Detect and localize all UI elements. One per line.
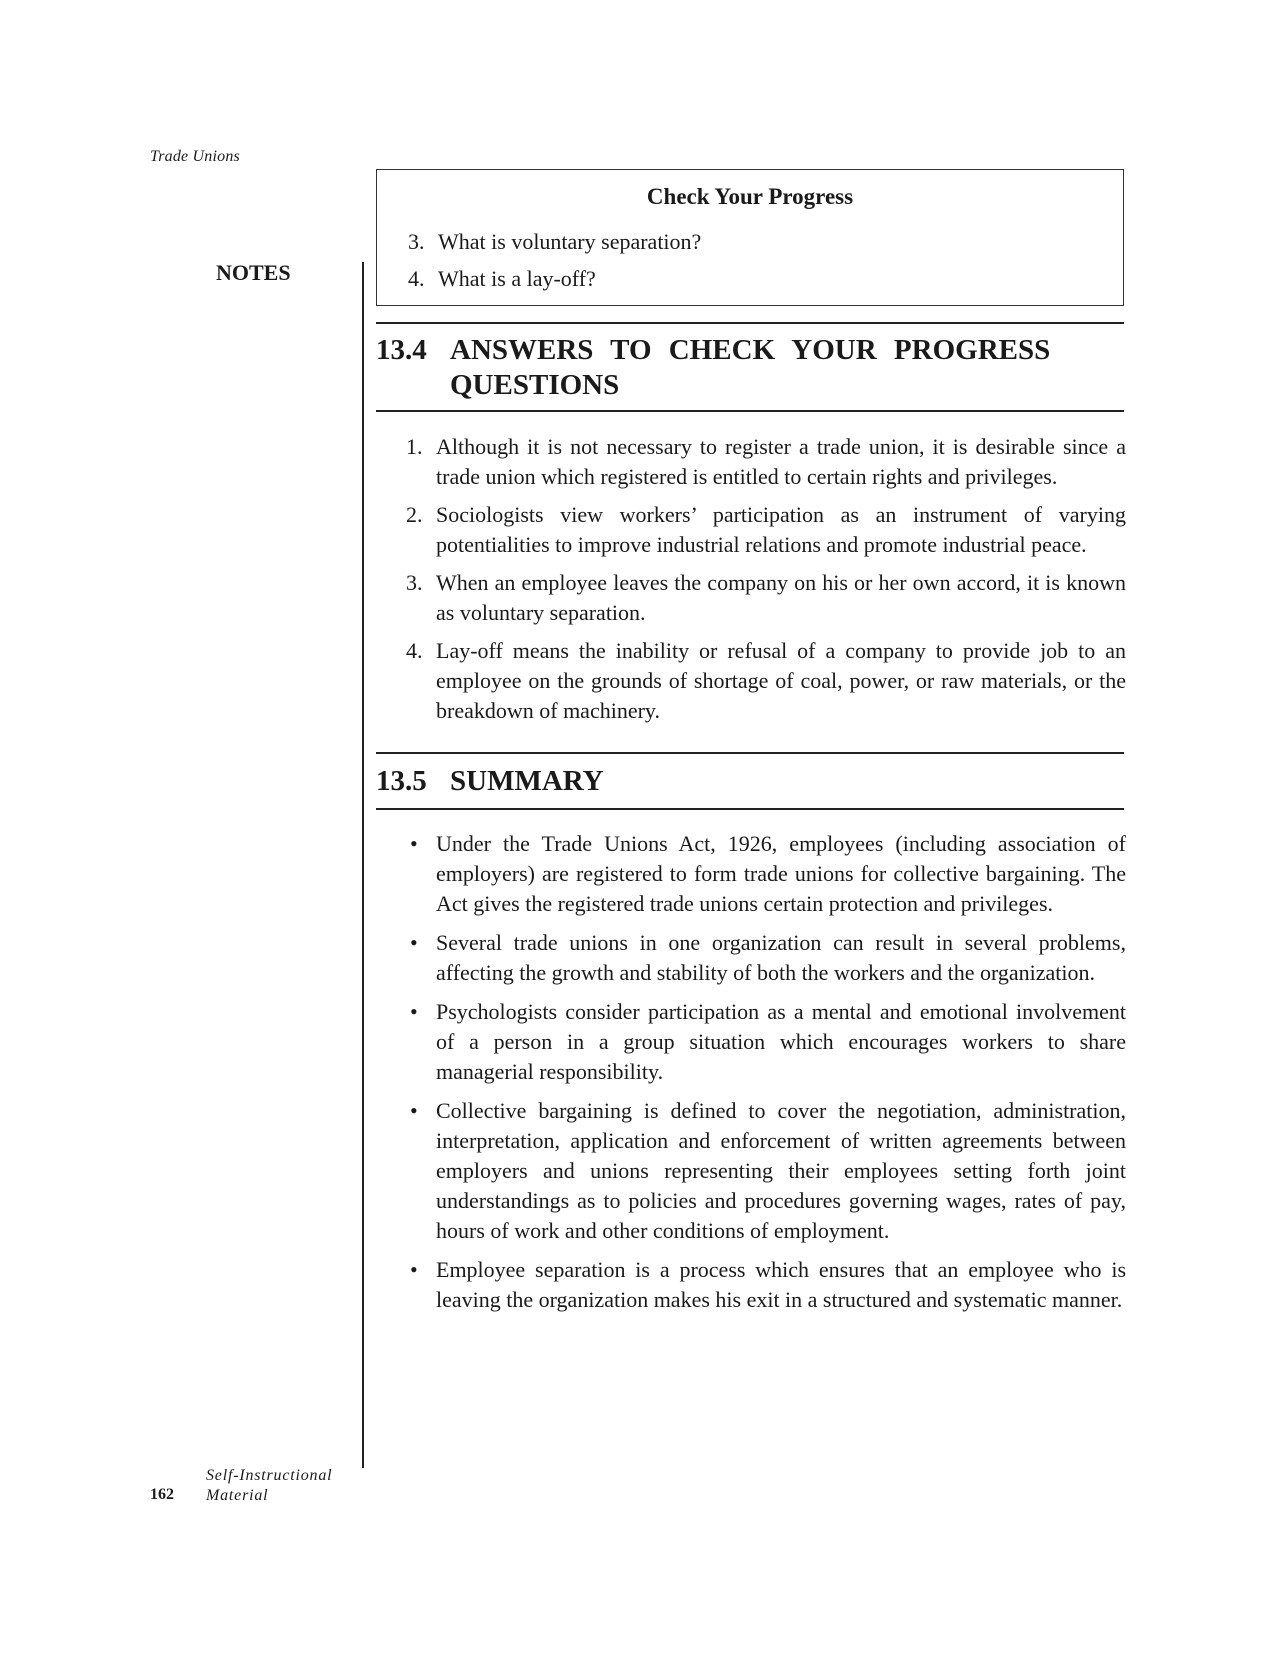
check-progress-box bbox=[376, 169, 1124, 306]
bullet-icon: • bbox=[410, 1098, 418, 1123]
summary-text: Employee separation is a process which ensures that an employee who is leaving the organization makes his exit in a structured and systematic manner. bbox=[436, 1257, 1126, 1312]
answer-item bbox=[406, 432, 1126, 492]
summary-item bbox=[406, 997, 1126, 1087]
question-number: 4. bbox=[408, 266, 425, 291]
answer-number: 2. bbox=[406, 502, 423, 527]
summary-text: Psychologists consider participation as a mental and emotional involvement of a person in a group situation which encourages workers to share managerial responsibility. bbox=[436, 999, 1126, 1084]
question-text: What is voluntary separation? bbox=[438, 229, 702, 254]
answer-text: Sociologists view workers’ participation as an instrument of varying potentialities to improve industrial relations and promote industrial peace. bbox=[436, 502, 1126, 557]
section-bottom-rule bbox=[376, 808, 1124, 810]
answer-text: Lay-off means the inability or refusal of a company to provide job to an employee on the grounds of shortage of coal, power, or raw materials, or the breakdown of machinery. bbox=[436, 638, 1126, 723]
bullet-icon: • bbox=[410, 831, 418, 856]
summary-text: Collective bargaining is defined to cover the negotiation, administration, interpretation, application and enforcement of written agreements between employers and unions representing their employees setting forth joint understandings as to policies and procedures governing wages, rates of pay, hours of work and other conditions of employment. bbox=[436, 1098, 1126, 1243]
question-text: What is a lay-off? bbox=[438, 266, 596, 291]
section-title: SUMMARY bbox=[450, 765, 604, 797]
summary-item bbox=[406, 1255, 1126, 1315]
answer-text: Although it is not necessary to register a trade union, it is desirable since a trade union which registered is entitled to certain rights and privileges. bbox=[436, 434, 1126, 489]
section-number: 13.5 bbox=[376, 765, 427, 797]
bullet-icon: • bbox=[410, 930, 418, 955]
section-title: ANSWERS TO CHECK YOUR PROGRESS QUESTIONS bbox=[450, 334, 1051, 401]
margin-rule bbox=[362, 262, 364, 1468]
page-number: 162 bbox=[150, 1486, 174, 1503]
footer-label bbox=[206, 1466, 332, 1506]
notes-margin-label: NOTES bbox=[216, 260, 291, 285]
check-progress-title: Check Your Progress bbox=[646, 184, 854, 209]
answer-item bbox=[406, 568, 1126, 628]
section-heading-summary bbox=[376, 764, 1124, 799]
section-top-rule bbox=[376, 752, 1124, 754]
section-heading-answers bbox=[376, 333, 1124, 403]
section-bottom-rule bbox=[376, 410, 1124, 412]
running-head: Trade Unions bbox=[150, 148, 240, 165]
footer-label-line: Material bbox=[206, 1487, 269, 1504]
answer-number: 3. bbox=[406, 570, 423, 595]
progress-question bbox=[408, 229, 701, 255]
section-top-rule bbox=[376, 322, 1124, 324]
answer-item bbox=[406, 636, 1126, 726]
summary-text: Several trade unions in one organization can result in several problems, affecting the growth and stability of both the workers and the organization. bbox=[436, 930, 1126, 985]
answer-item bbox=[406, 500, 1126, 560]
bullet-icon: • bbox=[410, 1257, 418, 1282]
answers-list bbox=[406, 432, 1126, 726]
summary-item bbox=[406, 928, 1126, 988]
bullet-icon: • bbox=[410, 999, 418, 1024]
summary-text: Under the Trade Unions Act, 1926, employees (including association of employers) are registered to form trade unions for collective bargaining. The Act gives the registered trade unions certain protection and privileges. bbox=[436, 831, 1126, 916]
section-number: 13.4 bbox=[376, 334, 427, 366]
footer-label-line: Self-Instructional bbox=[206, 1467, 333, 1484]
answer-number: 1. bbox=[406, 434, 423, 459]
progress-question bbox=[408, 266, 596, 292]
answer-number: 4. bbox=[406, 638, 423, 663]
summary-list bbox=[406, 829, 1126, 1315]
answer-text: When an employee leaves the company on his or her own accord, it is known as voluntary separation. bbox=[436, 570, 1126, 625]
question-number: 3. bbox=[408, 229, 425, 254]
summary-item bbox=[406, 1096, 1126, 1246]
summary-item bbox=[406, 829, 1126, 919]
